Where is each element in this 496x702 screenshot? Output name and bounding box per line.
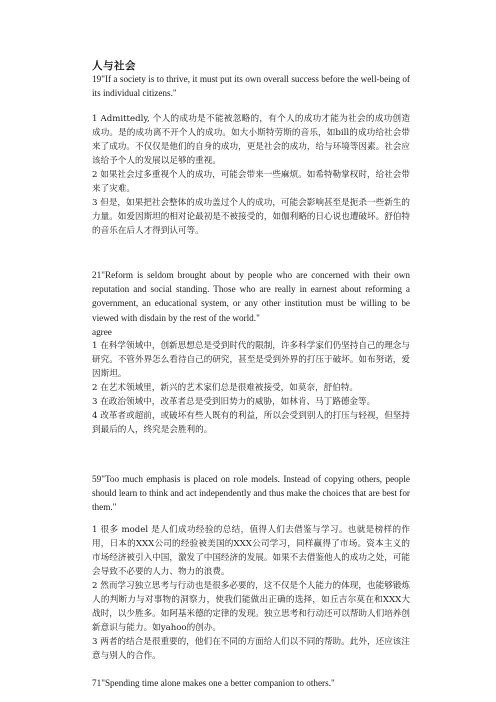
essay-prompt: 19"If a society is to thrive, it must put its own overall success before the well-being of its individual citizens." xyxy=(92,74,410,99)
essay-prompt: 71"Spending time alone makes one a better companion to others." xyxy=(92,678,335,688)
essay-point: 3 但是，如果把社会整体的成功盖过个人的成功，可能会影响甚至是扼杀一些新生的力量。如爱因斯坦的相对论最初是不被接受的，如伽利略的日心说也遭破坏。舒伯特的音乐在后人才得到认可等。 xyxy=(92,198,410,237)
essay-point: 1 在科学领域中，创新思想总是受到时代的限制，许多科学家们仍坚持自己的理念与研究。不管外界怎么看待自己的研究，甚至是受到外界的打压于破坏。如布努诺，爱因斯坦。 xyxy=(92,341,410,380)
essay-prompt: 21"Reform is seldom brought about by people who are concerned with their own reputation and social standing. Those who are really in earnest about reforming a government, an educational system, or any other institution must be willing to be viewed with disdain by the rest of the world." xyxy=(92,270,410,323)
essay-point: 2 在艺术领域里，新兴的艺术家们总是很难被接受，如莫奈，舒伯特。 xyxy=(92,383,359,394)
essay-point: 1 很多 model 是人们成功经验的总结，值得人们去借鉴与学习。也就是榜样的作用，日本的XXX公司的经验被美国的XXX公司学习，同样赢得了市场。资本主义的市场经济被引入中国，激发了中国经济的发展。如果不去借鉴他人的成功之处，可能会导致不必要的人力、物力的浪费。 xyxy=(92,524,410,577)
essay-section-59 xyxy=(92,472,410,663)
essay-section-71 xyxy=(92,676,410,690)
essay-point: 1 Admittedly, 个人的成功是不能被忽略的，有个人的成功才能为社会的成功创造成功。是的成功离不开个人的成功。如大小斯特劳斯的音乐，如bill的成功给社会带来了成功。不仅仅是他们的自身的成功，更是社会的成功，给与环境等因素。社会应该给予个人的发展以足够的重视。 xyxy=(92,114,410,167)
essay-point: 2 然而学习独立思考与行动也是很多必要的，这不仅是个人能力的体现，也能够锻炼人的判断力与对事物的洞察力，使我们能做出正确的选择，如丘吉尔莫在和XXX大战时，以少胜多。如阿基米德的定律的发现。独立思考和行动还可以帮助人们培养创新意识与能力。如yahoo的创办。 xyxy=(92,580,410,633)
essay-point: 3 两者的结合是很重要的，他们在不同的方面给人们以不同的帮助。此外，还应该注意与别人的合作。 xyxy=(92,636,410,661)
essay-point: 3 在政治领域中，改革者总是受到旧势力的威胁，如林肯、马丁路德金等。 xyxy=(92,397,376,408)
essay-stance: agree xyxy=(92,326,112,337)
essay-section-19 xyxy=(92,72,410,238)
page-title: 人与社会 xyxy=(92,60,136,72)
essay-section-21 xyxy=(92,268,410,437)
essay-point: 4 改革者或超前，或破坏有些人既有的利益，所以会受到别人的打压与轻视，但坚持到最后的人，终究是会胜利的。 xyxy=(92,411,410,436)
essay-prompt: 59"Too much emphasis is placed on role models. Instead of copying others, people should learn to think and act independently and thus make the choices that are best for them." xyxy=(92,474,410,513)
essay-point: 2 如果社会过多重视个人的成功，可能会带来一些麻烦。如希特勒掌权时，给社会带来了灾难。 xyxy=(92,170,410,195)
